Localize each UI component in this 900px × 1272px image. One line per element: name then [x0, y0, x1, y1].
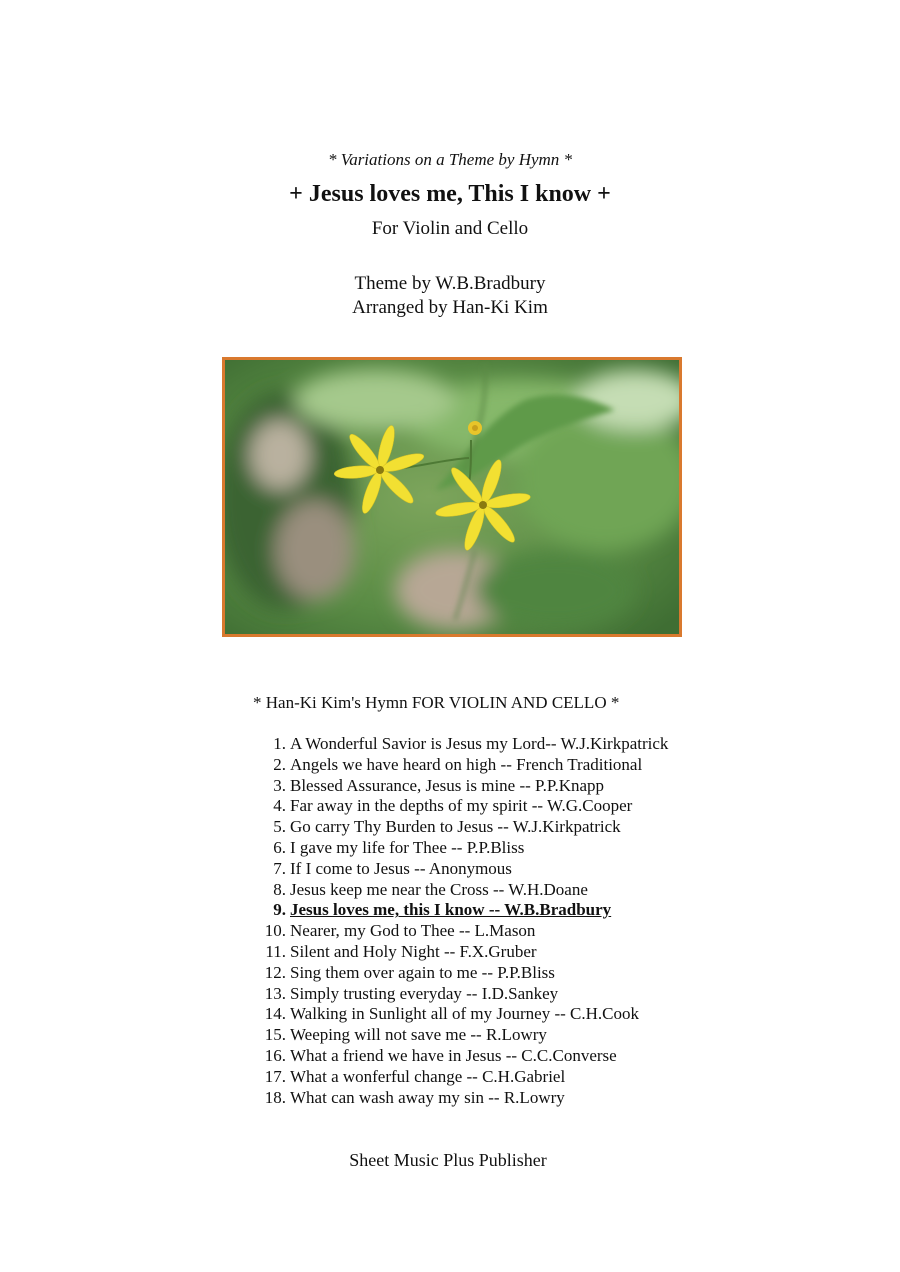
list-item-text: Jesus loves me, this I know -- W.B.Bradbury [290, 900, 612, 920]
arranger-credit: Arranged by Han-Ki Kim [352, 297, 548, 318]
list-item-text: Angels we have heard on high -- French Traditional [290, 754, 643, 774]
list-item [262, 963, 668, 984]
list-item [262, 900, 668, 921]
list-item-text: If I come to Jesus -- Anonymous [290, 858, 512, 878]
list-item [262, 984, 668, 1005]
credits [0, 272, 900, 320]
list-item-number: 5. [273, 817, 286, 837]
flower-image [225, 360, 679, 634]
list-item-number: 13. [264, 983, 286, 1003]
list-item-text: Simply trusting everyday -- I.D.Sankey [290, 983, 559, 1003]
list-item-number: 16. [264, 1045, 286, 1065]
cover-photo [222, 357, 682, 637]
list-item [262, 1025, 668, 1046]
list-item [262, 1004, 668, 1025]
list-item-number: 14. [264, 1004, 286, 1024]
list-item-text: Weeping will not save me -- R.Lowry [290, 1025, 547, 1045]
list-item-number: 11. [265, 941, 286, 961]
publisher: Sheet Music Plus Publisher [349, 1150, 547, 1170]
list-item-text: Walking in Sunlight all of my Journey -- C.H.Cook [290, 1004, 639, 1024]
list-item-text: Far away in the depths of my spirit -- W.G.Cooper [290, 796, 633, 816]
list-item-text: Go carry Thy Burden to Jesus -- W.J.Kirkpatrick [290, 817, 621, 837]
series-subtitle: * Variations on a Theme by Hymn * [327, 150, 573, 169]
list-item-text: A Wonderful Savior is Jesus my Lord-- W.J.Kirkpatrick [290, 734, 669, 753]
list-item [262, 796, 668, 817]
list-item-number: 10. [264, 921, 286, 941]
list-item [262, 817, 668, 838]
list-item-number: 6. [273, 837, 286, 857]
list-item-number: 8. [273, 879, 286, 899]
list-item [262, 734, 668, 755]
list-item [262, 755, 668, 776]
theme-credit: Theme by W.B.Bradbury [354, 273, 546, 294]
list-item-text: Blessed Assurance, Jesus is mine -- P.P.Knapp [290, 775, 605, 795]
list-item-text: Silent and Holy Night -- F.X.Gruber [290, 941, 537, 961]
list-item [262, 880, 668, 901]
list-item [262, 859, 668, 880]
list-item [262, 1046, 668, 1067]
list-item-number: 1. [273, 734, 286, 753]
list-item [262, 1067, 668, 1088]
list-item [262, 838, 668, 859]
list-item [262, 921, 668, 942]
list-item-number: 9. [273, 900, 286, 920]
list-item-text: I gave my life for Thee -- P.P.Bliss [290, 837, 525, 857]
instrumentation: For Violin and Cello [371, 218, 529, 239]
page-title: + Jesus loves me, This I know + [289, 181, 611, 207]
list-item-number: 7. [273, 858, 286, 878]
list-item-number: 2. [273, 754, 286, 774]
list-item-number: 3. [273, 775, 286, 795]
list-item-number: 15. [264, 1025, 286, 1045]
list-item-text: What can wash away my sin -- R.Lowry [290, 1087, 565, 1107]
list-item-number: 18. [264, 1087, 286, 1107]
series-heading: * Han-Ki Kim's Hymn FOR VIOLIN AND CELLO * [253, 693, 620, 712]
list-item [262, 942, 668, 963]
list-item-text: Sing them over again to me -- P.P.Bliss [290, 962, 555, 982]
list-item-number: 17. [264, 1066, 286, 1086]
list-item-number: 4. [273, 796, 286, 816]
list-item-text: What a friend we have in Jesus -- C.C.Converse [290, 1045, 617, 1065]
list-item-text: Jesus keep me near the Cross -- W.H.Doane [290, 879, 588, 899]
list-item [262, 776, 668, 797]
list-item-number: 12. [264, 962, 286, 982]
list-item-text: What a wonferful change -- C.H.Gabriel [290, 1066, 566, 1086]
list-item [262, 1088, 668, 1109]
hymn-list [262, 734, 668, 1108]
list-item-text: Nearer, my God to Thee -- L.Mason [290, 921, 536, 941]
